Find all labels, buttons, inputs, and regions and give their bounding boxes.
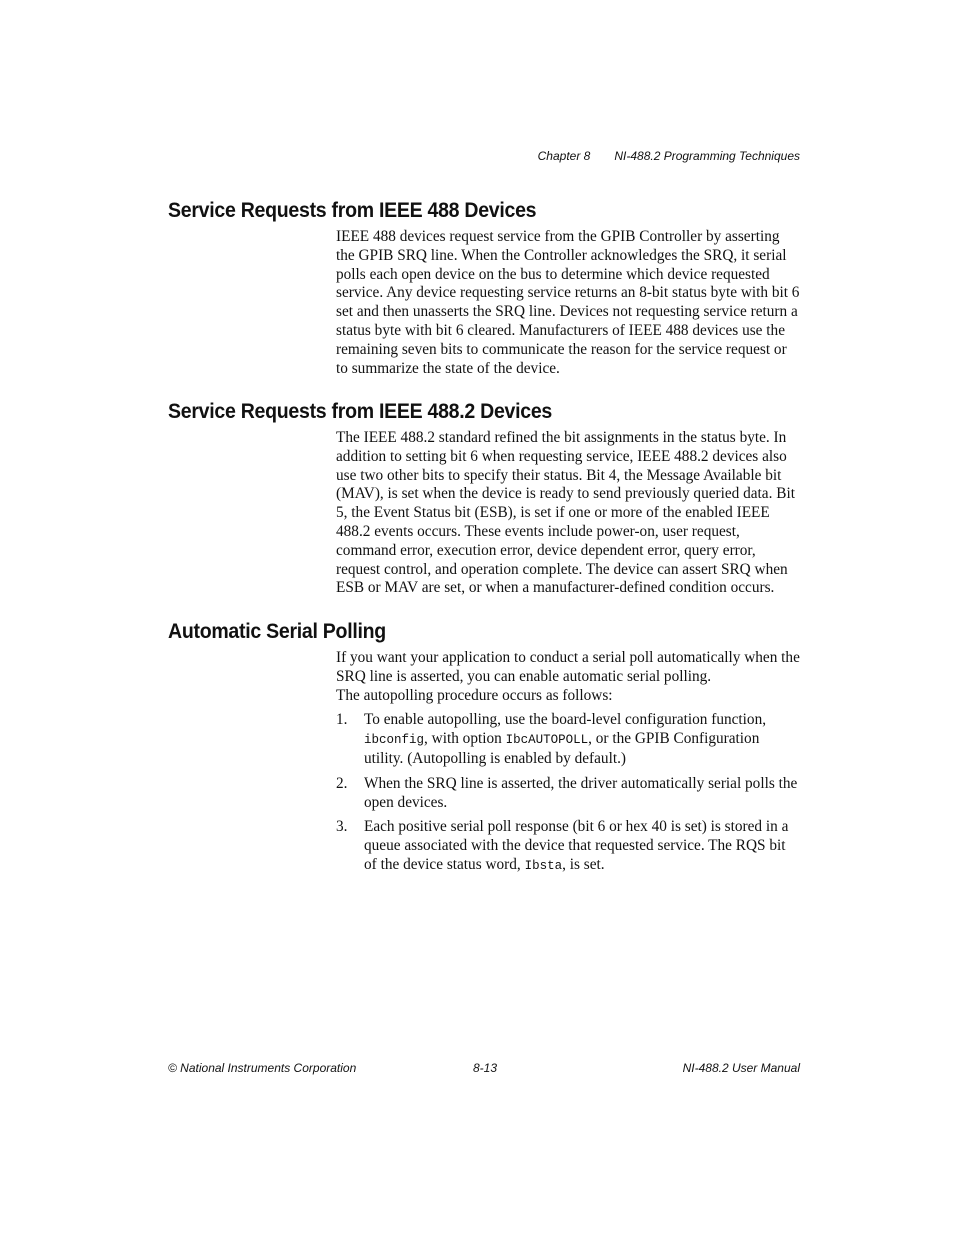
section-heading: Service Requests from IEEE 488.2 Devices (168, 400, 553, 423)
code-ibsta: Ibsta (524, 858, 563, 873)
footer-copyright: © National Instruments Corporation (168, 1061, 357, 1075)
chapter-title: NI-488.2 Programming Techniques (614, 149, 800, 163)
paragraph: The autopolling procedure occurs as follows: (336, 686, 613, 704)
step-number: 3. (336, 818, 348, 836)
section-body (336, 429, 801, 598)
paragraph: IEEE 488 devices request service from the GPIB Controller by asserting the GPIB SRQ line. When the Controller acknowledges the SRQ, it serial polls each open device on the bus to determine which device requested service. Any device requesting service returns an 8-bit status byte with bit 6 set and then unasserts the SRQ line. Devices not requesting service return a status byte with bit 6 cleared. Manufacturers of IEEE 488 devices use the remaining seven bits to communicate the reason for the service request or to summarize the state of the device. (336, 228, 800, 377)
step-number: 1. (336, 711, 348, 729)
code-ibcautopoll: IbcAUTOPOLL (505, 733, 589, 748)
section-body (336, 228, 801, 378)
step-number: 2. (336, 774, 348, 792)
paragraph: If you want your application to conduct a serial poll automatically when the SRQ line is asserted, you can enable automatic serial polling. (336, 649, 800, 685)
section-ieee4882 (168, 399, 800, 598)
running-header (538, 149, 800, 163)
list-item (336, 775, 801, 813)
list-item (336, 818, 801, 875)
section-body (336, 649, 801, 876)
section-heading: Service Requests from IEEE 488 Devices (168, 199, 537, 222)
code-ibconfig: ibconfig (364, 733, 425, 748)
paragraph: The IEEE 488.2 standard refined the bit assignments in the status byte. In addition to setting bit 6 when requesting service, IEEE 488.2 devices also use two other bits to specify their status. Bit 4, the Message Available bit (MAV), is set when the device is ready to send previously queried data. Bit 5, the Event Status bit (ESB), is set if one or more of the enabled IEEE 488.2 events occurs. These events include power-on, user request, command error, execution error, device dependent error, query error, request control, and operation complete. The device can assert SRQ when ESB or MAV are set, or when a manufacturer-defined condition occurs. (336, 429, 795, 597)
section-ieee488 (168, 198, 800, 378)
step-text: When the SRQ line is asserted, the driver automatically serial polls the open devices. (364, 774, 798, 811)
step-text: To enable autopolling, use the board-level configuration function, ibconfig, with option IbcAUTOPOLL, or the GPIB Configuration utility. (Autopolling is enabled by default.) (364, 711, 767, 767)
section-heading: Automatic Serial Polling (168, 620, 386, 643)
list-item (336, 711, 801, 768)
footer-manual-title: NI-488.2 User Manual (682, 1061, 800, 1075)
section-autopoll (168, 619, 800, 876)
page-number: 8-13 (473, 1061, 498, 1075)
step-text: Each positive serial poll response (bit 6 or hex 40 is set) is stored in a queue associated with the device that requested service. The RQS bit of the device status word, Ibsta, is set. (364, 818, 789, 873)
chapter-label: Chapter 8 (537, 149, 591, 163)
